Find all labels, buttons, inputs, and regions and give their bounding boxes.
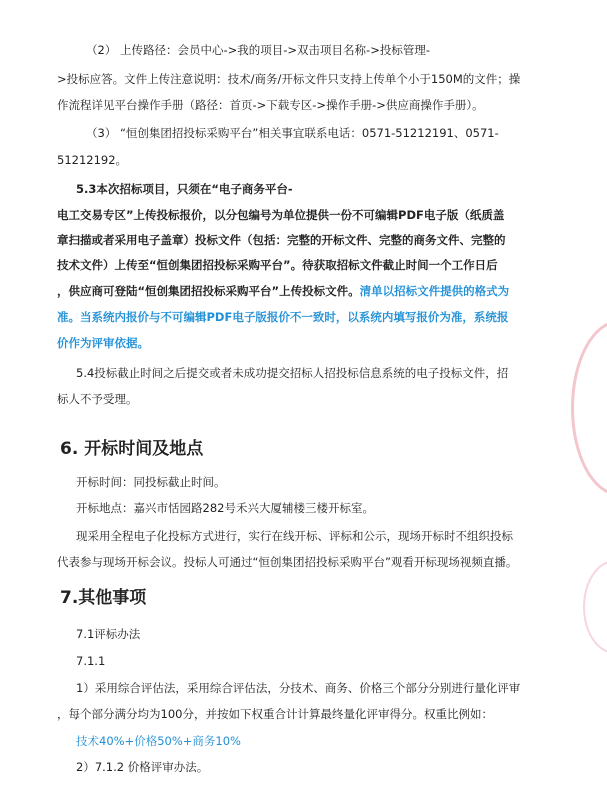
section-5-4-line-2: 标人不予受理。 (57, 392, 138, 406)
section-5-3-line-5-text: ，供应商可登陆“恒创集团招投标采购平台”上传投标文件。 (57, 284, 360, 298)
weight-ratio: 技术40%+价格50%+商务10% (76, 734, 241, 748)
section-5-3-line-3: 章扫描或者采用电子盖章）投标文件（包括：完整的开标文件、完整的商务文件、完整的 (57, 233, 506, 247)
red-seal-stamp-faint (583, 560, 607, 654)
section-5-3-line-2: 电工交易专区”上传投标报价，以分包编号为单位提供一份不可编辑PDF电子版（纸质盖 (57, 208, 505, 222)
item-7-1-1: 7.1.1 (76, 654, 106, 668)
section-5-3-line-5-highlight: 清单以招标文件提供的格式为 (359, 284, 510, 298)
section-6-heading: 6. 开标时间及地点 (60, 439, 204, 459)
item-7-1-title: 7.1评标办法 (76, 627, 141, 641)
contact-line-2: 51212192。 (57, 153, 128, 167)
red-seal-stamp (571, 320, 607, 496)
upload-path-line-2: >投标应答。文件上传注意说明：技术/商务/开标文件只支持上传单个小于150M的文件；操 (57, 72, 521, 86)
contact-line-1: （3） “恒创集团招投标采购平台”相关事宜联系电话：0571-51212191、0571- (86, 126, 499, 140)
evaluation-method-line-1: 1）采用综合评估法，采用综合评估法，分技术、商务、价格三个部分分别进行量化评审 (76, 681, 521, 695)
section-5-3-line-1: 5.3本次招标项目，只须在“电子商务平台- (76, 182, 293, 196)
bid-opening-time: 开标时间：同投标截止时间。 (76, 475, 226, 489)
upload-path-line-3: 作流程详见平台操作手册（路径：首页->下载专区->操作手册->供应商操作手册）。 (57, 98, 484, 112)
section-5-4-line-1: 5.4投标截止时间之后提交或者未成功提交招标人招投标信息系统的电子投标文件，招 (76, 366, 509, 380)
section-6-desc-line-1: 现采用全程电子化投标方式进行，实行在线开标、评标和公示，现场开标时不组织投标 (76, 529, 513, 543)
bid-opening-place: 开标地点：嘉兴市恬园路282号禾兴大厦辅楼三楼开标室。 (76, 501, 374, 515)
section-5-3-line-4: 技术文件）上传至“恒创集团招投标采购平台”。待获取招标文件截止时间一个工作日后 (57, 258, 498, 272)
price-evaluation-item: 2）7.1.2 价格评审办法。 (76, 760, 209, 774)
upload-path-line-1: （2） 上传路径：会员中心->我的项目->双击项目名称->投标管理- (86, 43, 430, 57)
section-5-3-line-5 (57, 283, 509, 299)
section-5-3-line-6: 准。当系统内报价与不可编辑PDF电子版报价不一致时，以系统内填写报价为准，系统报 (57, 310, 509, 324)
evaluation-method-line-2: ，每个部分满分均为100分，并按如下权重合计计算最终量化评审得分。权重比例如： (57, 707, 493, 721)
section-6-desc-line-2: 代表参与现场开标会议。投标人可通过“恒创集团招投标采购平台”观看开标现场视频直播。 (57, 555, 518, 569)
section-7-heading: 7.其他事项 (60, 588, 147, 608)
section-5-3-line-7: 价作为评审依据。 (57, 336, 149, 350)
